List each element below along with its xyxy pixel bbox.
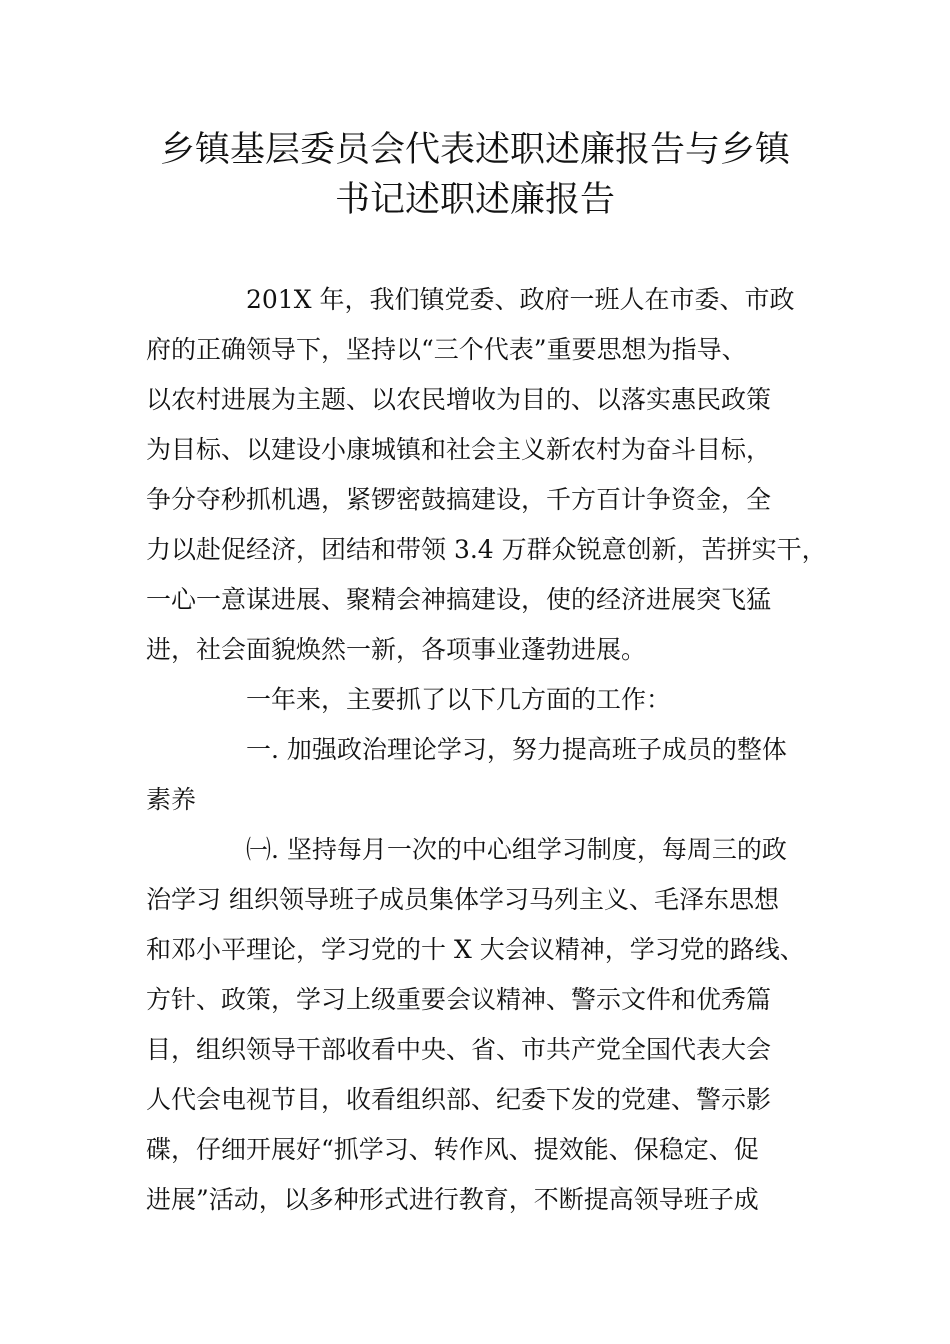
paragraph-1-line-7: 一心一意谋进展、聚精会神搞建设，使的经济进展突飞猛 bbox=[146, 585, 772, 614]
document-title-line-2: 书记述职述廉报告 bbox=[334, 180, 615, 220]
paragraph-1-line-4: 为目标、以建设小康城镇和社会主义新农村为奋斗目标， bbox=[146, 435, 772, 464]
paragraph-3-line-1: ㈠. 坚持每月一次的中心组学习制度，每周三的政 bbox=[246, 835, 787, 864]
paragraph-3-line-2: 治学习 组织领导班子成员集体学习马列主义、毛泽东思想 bbox=[146, 885, 779, 914]
paragraph-1-line-1: 201X 年，我们镇党委、政府一班人在市委、市政 bbox=[246, 285, 795, 314]
paragraph-3-line-7: 碟，仔细开展好“抓学习、转作风、提效能、保稳定、促 bbox=[146, 1135, 759, 1164]
paragraph-3-line-3: 和邓小平理论，学习党的十 X 大会议精神，学习党的路线、 bbox=[146, 935, 805, 964]
paragraph-3-line-5: 目，组织领导干部收看中央、省、市共产党全国代表大会 bbox=[146, 1035, 772, 1064]
paragraph-1-line-8: 进，社会面貌焕然一新，各项事业蓬勃进展。 bbox=[146, 635, 647, 664]
section-heading-line-1: 一. 加强政治理论学习，努力提高班子成员的整体 bbox=[246, 735, 787, 764]
paragraph-3-line-4: 方针、政策，学习上级重要会议精神、警示文件和优秀篇 bbox=[146, 985, 772, 1014]
paragraph-1-line-3: 以农村进展为主题、以农民增收为目的、以落实惠民政策 bbox=[146, 385, 772, 414]
paragraph-3-line-6: 人代会电视节目，收看组织部、纪委下发的党建、警示影 bbox=[146, 1085, 772, 1114]
paragraph-1-line-5: 争分夺秒抓机遇，紧锣密鼓搞建设，千方百计争资金，全 bbox=[146, 485, 772, 514]
document-title-line-1: 乡镇基层委员会代表述职述廉报告与乡镇 bbox=[159, 130, 790, 170]
paragraph-3-line-8: 进展”活动，以多种形式进行教育，不断提高领导班子成 bbox=[146, 1185, 759, 1214]
paragraph-1-line-6: 力以赴促经济，团结和带领 3.4 万群众锐意创新，苦拼实干， bbox=[146, 535, 827, 564]
section-heading-line-2: 素养 bbox=[146, 785, 197, 814]
paragraph-1-line-2: 府的正确领导下，坚持以“三个代表”重要思想为指导、 bbox=[146, 335, 747, 364]
paragraph-2-line-1: 一年来，主要抓了以下几方面的工作： bbox=[246, 685, 672, 714]
